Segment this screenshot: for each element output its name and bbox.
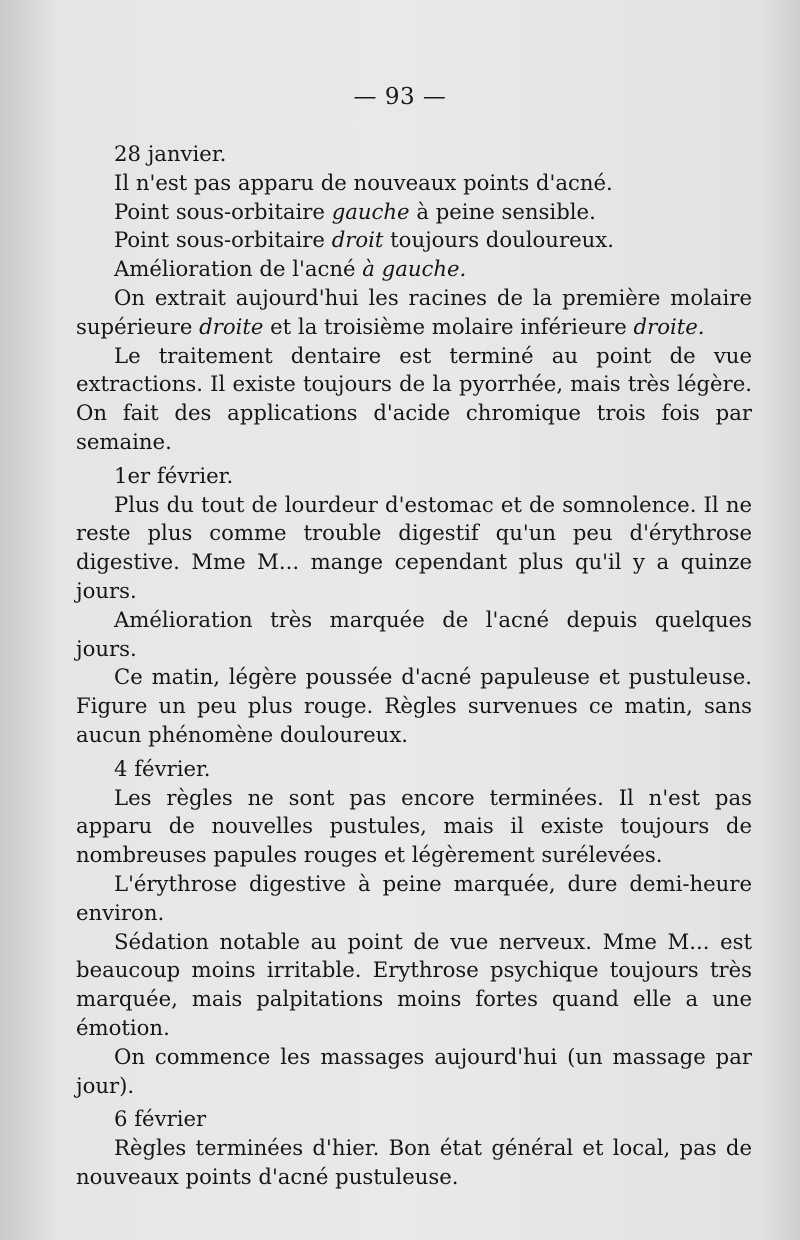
paragraph: L'érythrose digestive à peine marquée, dure demi-heure environ. [76,870,752,925]
paragraph: Ce matin, légère poussée d'acné papuleuse et pustuleuse. Figure un peu plus rouge. Règles survenues ce matin, sans aucun phénomène douloureux. [76,664,752,747]
paragraph [76,284,752,342]
paragraph [76,198,752,227]
text-run: On extrait aujourd'hui les racines de la première molaire supérieure [76,284,752,339]
italic-text: droit [331,227,384,253]
text-run: à peine sensible. [409,198,596,224]
paragraph: On commence les massages aujourd'hui (un massage par jour). [76,1043,752,1098]
paragraph [76,226,752,255]
entry-date: 6 février [114,1106,207,1132]
italic-text: droite. [633,313,705,339]
italic-text: gauche [331,198,410,224]
italic-text: droite [199,313,264,339]
paragraph: Règles terminées d'hier. Bon état général et local, pas de nouveaux points d'acné pustuleuse. [76,1135,752,1189]
page-number: — 93 — [353,84,447,110]
text-run: Point sous-orbitaire [114,227,332,253]
text-run: Amélioration de l'acné [114,256,363,282]
text-run: toujours douloureux. [383,227,614,253]
paragraph: Plus du tout de lourdeur d'estomac et de somnolence. Il ne reste plus comme trouble digestif qu'un peu d'érythrose digestive. Mme M... mange cependant plus qu'il y a quinze jours. [76,491,752,603]
text-run: Point sous-orbitaire [114,198,332,224]
italic-text: à gauche. [362,256,467,282]
entry-date: 1er février. [114,462,234,488]
paragraph: Il n'est pas apparu de nouveaux points d'acné. [114,169,613,195]
entry-date: 4 février. [114,755,211,781]
page-body [76,140,752,1192]
paragraph [76,255,752,284]
entry-date: 28 janvier. [114,141,227,166]
paragraph: Le traitement dentaire est terminé au point de vue extractions. Il existe toujours de la pyorrhée, mais très légère. On fait des applications d'acide chromique trois fois par semaine. [76,342,752,454]
paragraph: Sédation notable au point de vue nerveux. Mme M... est beaucoup moins irritable. Erythrose psychique toujours très marquée, mais palpitations moins fortes quand elle a une émotion. [76,928,752,1040]
text-run: et la troisième molaire inférieure [263,313,634,339]
paragraph: Amélioration très marquée de l'acné depuis quelques jours. [76,606,752,661]
paragraph: Les règles ne sont pas encore terminées. Il n'est pas apparu de nouvelles pustules, mais il existe toujours de nombreuses papules rouges et légèrement surélevées. [76,784,752,868]
